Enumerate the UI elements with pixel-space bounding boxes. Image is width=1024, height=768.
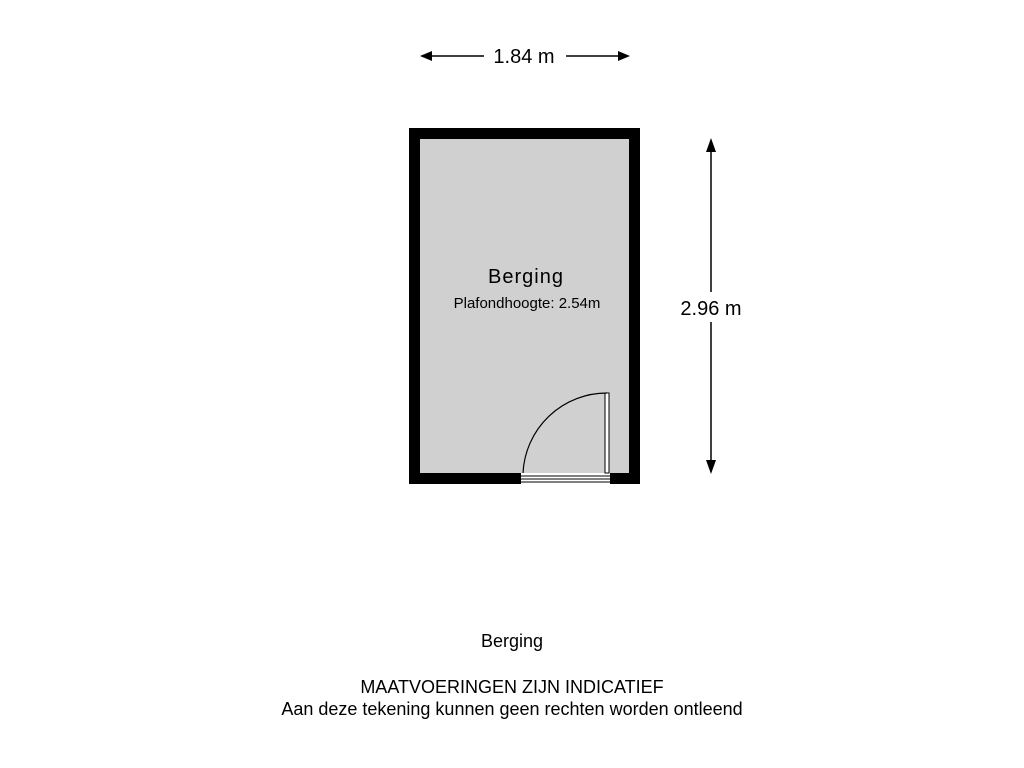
height-dimension bbox=[680, 138, 741, 474]
width-arrow-left-icon bbox=[420, 51, 432, 61]
disclaimer-title: MAATVOERINGEN ZIJN INDICATIEF bbox=[360, 677, 664, 697]
door-jamb-right bbox=[610, 473, 616, 484]
width-arrow-right-icon bbox=[618, 51, 630, 61]
height-arrow-top-icon bbox=[706, 138, 716, 152]
height-dimension-label: 2.96 m bbox=[680, 298, 742, 320]
ceiling-height-label: Plafondhoogte: 2.54m bbox=[453, 295, 601, 312]
disclaimer-text: Aan deze tekening kunnen geen rechten worden ontleend bbox=[281, 699, 743, 719]
width-dimension bbox=[420, 46, 630, 68]
room-name-label: Berging bbox=[488, 266, 564, 288]
room-berging bbox=[409, 128, 640, 484]
door-jamb-left bbox=[515, 473, 521, 484]
floor-name-label: Berging bbox=[480, 631, 544, 651]
door-leaf bbox=[605, 393, 609, 473]
width-dimension-label: 1.84 m bbox=[493, 46, 555, 68]
height-arrow-bottom-icon bbox=[706, 460, 716, 474]
disclaimer bbox=[0, 676, 1024, 720]
